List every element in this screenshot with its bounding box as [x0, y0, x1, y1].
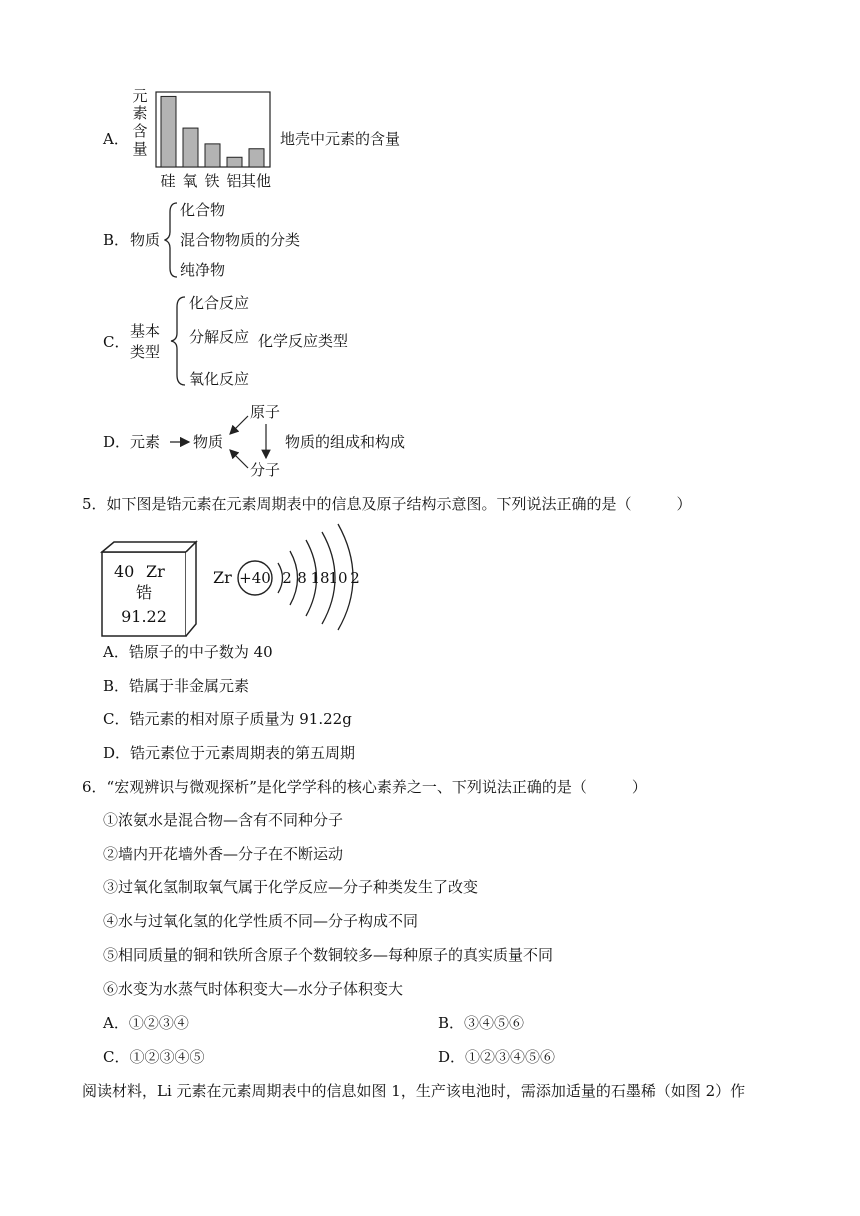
zr-cell-name: 锆	[135, 583, 153, 602]
option-c-root-line1: 基本	[130, 322, 161, 340]
shell-electrons-5: 2	[350, 569, 360, 587]
shell-electrons-3: 18	[310, 569, 330, 587]
option-b-item-0: 化合物	[180, 201, 226, 219]
bar-chart	[128, 86, 278, 191]
q6-option-b: B．③④⑤⑥	[438, 1014, 525, 1032]
arrow-molecule-to-matter	[230, 450, 248, 468]
q5-option-d: D．锆元素位于元素周期表的第五周期	[103, 744, 356, 762]
q5-option-a: A．锆原子的中子数为 40	[103, 643, 273, 661]
q6-option-c: C．①②③④⑤	[103, 1048, 205, 1066]
zr-cell-mass: 91.22	[121, 607, 167, 626]
option-c-item-2: 氧化反应	[189, 370, 250, 388]
chart-ylabel-2: 含	[132, 122, 148, 140]
bar-1	[183, 128, 198, 167]
zr-atomic-structure	[210, 520, 370, 632]
chart-ylabel-3: 量	[132, 140, 148, 158]
q6-statement-5: ⑤相同质量的铜和铁所含原子个数铜较多—每种原子的真实质量不同	[103, 946, 554, 964]
chart-category-0: 硅	[160, 172, 176, 190]
option-b-caption: 物质的分类	[225, 231, 301, 249]
option-d-letter: D．	[103, 433, 131, 451]
shell-electrons-2: 8	[297, 569, 307, 587]
bar-4	[249, 149, 264, 167]
q5-option-c: C．锆元素的相对原子质量为 91.22g	[103, 710, 352, 728]
shell-electrons-1: 2	[282, 569, 292, 587]
q6-option-d: D．①②③④⑤⑥	[438, 1048, 556, 1066]
zr-structure-symbol: Zr	[213, 568, 232, 587]
q6-statement-4: ④水与过氧化氢的化学性质不同—分子构成不同	[103, 912, 419, 930]
bar-2	[205, 144, 220, 167]
option-c-caption: 化学反应类型	[258, 332, 349, 350]
brace-b	[164, 200, 180, 280]
chart-ylabel-1: 素	[132, 104, 148, 122]
option-b-root: 物质	[130, 231, 161, 249]
option-c-letter: C．	[103, 333, 130, 351]
bar-0	[161, 96, 176, 167]
zr-cell-symbol: Zr	[146, 562, 165, 581]
option-a-caption: 地壳中元素的含量	[280, 130, 401, 148]
q6-statement-3: ③过氧化氢制取氧气属于化学反应—分子种类发生了改变	[103, 878, 479, 896]
bar-3	[227, 157, 242, 167]
option-b-item-1: 混合物	[180, 231, 226, 249]
option-c-root-line2: 类型	[130, 343, 161, 361]
chart-category-3: 铝	[226, 172, 242, 190]
reading-material: 阅读材料，Li 元素在元素周期表中的信息如图 1，生产该电池时，需添加适量的石墨稀（如图 2）作	[82, 1082, 746, 1100]
q5-option-b: B．锆属于非金属元素	[103, 677, 250, 695]
q5-stem: 5．如下图是锆元素在元素周期表中的信息及原子结构示意图。下列说法正确的是（ ）	[82, 495, 692, 513]
q6-option-a: A．①②③④	[103, 1014, 189, 1032]
option-d-caption: 物质的组成和构成	[285, 433, 406, 451]
chart-category-4: 其他	[240, 172, 272, 190]
q6-stem: 6．“宏观辨识与微观探析”是化学学科的核心素养之一、下列说法正确的是（ ）	[82, 778, 647, 796]
option-c-item-1: 分解反应	[189, 328, 250, 346]
zr-nucleus-charge: +40	[239, 569, 271, 587]
zr-periodic-cell	[100, 540, 198, 638]
arrow-atom-to-matter	[230, 416, 248, 434]
option-c-item-0: 化合反应	[189, 294, 250, 312]
chart-category-2: 铁	[204, 172, 220, 190]
composition-arrows	[160, 400, 290, 485]
option-d-molecule: 分子	[250, 461, 281, 479]
shell-electrons-4: 10	[328, 569, 348, 587]
option-d-element: 元素	[130, 433, 161, 451]
chart-ylabel-0: 元	[132, 87, 148, 105]
q6-statement-2: ②墙内开花墙外香—分子在不断运动	[103, 845, 344, 863]
option-b-item-2: 纯净物	[180, 261, 226, 279]
brace-c	[170, 294, 188, 388]
chart-category-1: 氧	[182, 172, 198, 190]
option-b-letter: B．	[103, 231, 130, 249]
zr-atomic-number: 40	[114, 562, 135, 581]
q6-statement-1: ①浓氨水是混合物—含有不同种分子	[103, 811, 344, 829]
option-a-letter: A．	[103, 130, 129, 148]
option-d-atom: 原子	[250, 403, 281, 421]
element-content-chart	[128, 86, 278, 191]
option-d-matter: 物质	[193, 433, 224, 451]
q6-statement-6: ⑥水变为水蒸气时体积变大—水分子体积变大	[103, 980, 404, 998]
